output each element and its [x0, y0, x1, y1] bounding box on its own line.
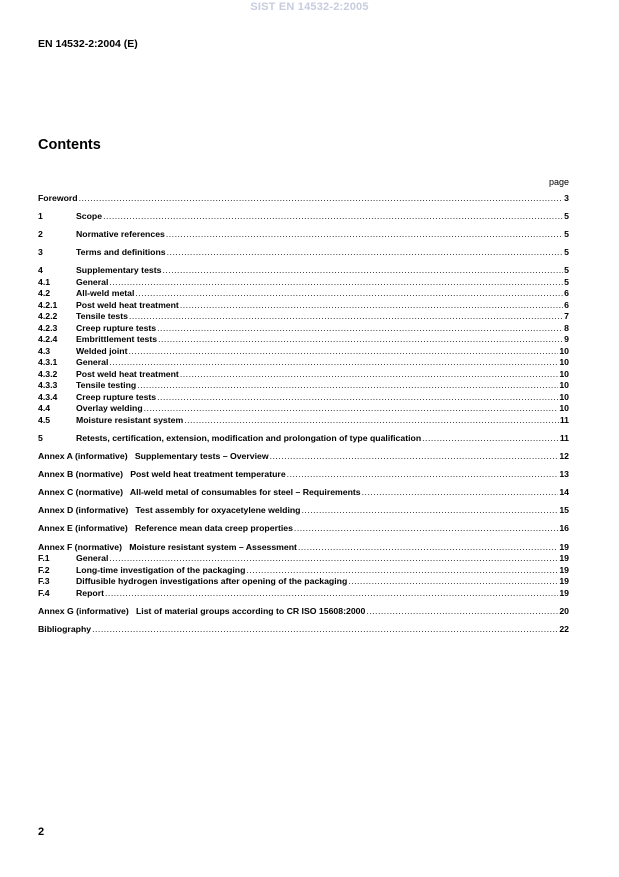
toc-entry[interactable] — [38, 211, 569, 223]
toc-dot-leader — [362, 487, 559, 499]
toc-entry[interactable] — [38, 300, 569, 312]
table-of-contents — [38, 193, 569, 635]
toc-entry-number: 4.2.4 — [38, 334, 58, 345]
toc-entry-title: Long-time investigation of the packaging — [76, 564, 246, 575]
toc-entry[interactable] — [38, 505, 569, 517]
toc-entry[interactable] — [38, 277, 569, 289]
toc-entry-title: Diffusible hydrogen investigations after opening of the packaging — [76, 576, 348, 587]
toc-entry-page: 5 — [564, 265, 569, 276]
toc-entry-page: 20 — [559, 605, 569, 616]
toc-dot-leader — [109, 277, 563, 289]
toc-entry-page: 12 — [559, 451, 569, 462]
toc-dot-leader — [157, 323, 563, 335]
toc-entry-page: 19 — [559, 553, 569, 564]
toc-dot-leader — [294, 523, 558, 535]
toc-entry[interactable] — [38, 469, 569, 481]
toc-entry-title: Annex E (informative) Reference mean data creep properties — [38, 523, 293, 534]
toc-entry-title: Report — [76, 587, 104, 598]
toc-entry-title: Post weld heat treatment — [76, 368, 179, 379]
toc-dot-leader — [287, 469, 559, 481]
toc-entry-title: General — [76, 553, 109, 564]
toc-entry[interactable] — [38, 565, 569, 577]
toc-entry-number: F.3 — [38, 576, 50, 587]
toc-entry-title: Tensile testing — [76, 380, 137, 391]
toc-entry-page: 19 — [559, 587, 569, 598]
toc-entry-page: 11 — [559, 432, 569, 443]
toc-entry-page: 6 — [564, 288, 569, 299]
toc-entry-title: Creep rupture tests — [76, 391, 157, 402]
toc-dot-leader — [157, 392, 558, 404]
toc-entry-number: 2 — [38, 229, 43, 240]
toc-entry[interactable] — [38, 451, 569, 463]
toc-entry-page: 5 — [564, 247, 569, 258]
toc-entry-title: Moisture resistant system — [76, 414, 184, 425]
toc-dot-leader — [246, 565, 558, 577]
toc-entry-page: 6 — [564, 299, 569, 310]
contents-title: Contents — [38, 137, 101, 153]
toc-entry-page: 8 — [564, 322, 569, 333]
toc-entry[interactable] — [38, 415, 569, 427]
toc-entry-number: 1 — [38, 211, 43, 222]
toc-entry-title: Bibliography — [38, 623, 92, 634]
toc-dot-leader — [92, 624, 558, 636]
toc-entry-title: General — [76, 276, 109, 287]
toc-dot-leader — [180, 300, 563, 312]
toc-dot-leader — [79, 193, 564, 205]
toc-entry-page: 10 — [559, 345, 569, 356]
toc-dot-leader — [105, 588, 558, 600]
toc-entry-title: Welded joint — [76, 345, 128, 356]
toc-dot-leader — [167, 247, 564, 259]
toc-entry-title: Terms and definitions — [76, 247, 166, 258]
toc-entry-number: 4.5 — [38, 414, 51, 425]
toc-entry[interactable] — [38, 576, 569, 588]
toc-entry-page: 10 — [559, 391, 569, 402]
toc-entry[interactable] — [38, 403, 569, 415]
toc-entry-page: 22 — [559, 623, 569, 634]
toc-entry[interactable] — [38, 288, 569, 300]
toc-entry-page: 10 — [559, 380, 569, 391]
toc-entry-page: 16 — [559, 523, 569, 534]
toc-entry-number: 4.2.2 — [38, 311, 58, 322]
toc-entry[interactable] — [38, 193, 569, 205]
watermark: SIST EN 14532-2:2005 — [250, 1, 369, 13]
toc-entry-title: Annex F (normative) Moisture resistant system – Assessment — [38, 541, 297, 552]
toc-entry-title: All-weld metal — [76, 288, 135, 299]
toc-entry-title: Annex B (normative) Post weld heat treatment temperature — [38, 469, 286, 480]
toc-entry-page: 5 — [564, 211, 569, 222]
toc-entry-page: 19 — [559, 576, 569, 587]
toc-entry-title: Embrittlement tests — [76, 334, 158, 345]
toc-dot-leader — [137, 380, 558, 392]
toc-entry[interactable] — [38, 588, 569, 600]
toc-dot-leader — [298, 542, 558, 554]
toc-entry[interactable] — [38, 229, 569, 241]
toc-dot-leader — [103, 211, 563, 223]
toc-dot-leader — [366, 606, 558, 618]
toc-dot-leader — [144, 403, 559, 415]
toc-entry-number: 5 — [38, 432, 43, 443]
toc-entry[interactable] — [38, 523, 569, 535]
page-column-label: page — [548, 177, 569, 187]
toc-entry-page: 11 — [559, 414, 569, 425]
toc-entry[interactable] — [38, 392, 569, 404]
toc-entry[interactable] — [38, 553, 569, 565]
toc-entry-page: 9 — [564, 334, 569, 345]
toc-entry-number: 4.2.3 — [38, 322, 58, 333]
toc-entry-number: F.4 — [38, 587, 50, 598]
toc-entry[interactable] — [38, 357, 569, 369]
toc-entry-page: 10 — [559, 357, 569, 368]
toc-entry-title: Foreword — [38, 193, 78, 203]
toc-dot-leader — [348, 576, 558, 588]
toc-entry[interactable] — [38, 487, 569, 499]
toc-entry-page: 13 — [559, 469, 569, 480]
toc-dot-leader — [109, 357, 558, 369]
toc-entry-page: 10 — [559, 368, 569, 379]
toc-entry[interactable] — [38, 311, 569, 323]
toc-entry-title: Tensile tests — [76, 311, 128, 322]
toc-entry-page: 3 — [564, 193, 569, 203]
toc-entry-number: 4 — [38, 265, 43, 276]
toc-entry-page: 7 — [564, 311, 569, 322]
toc-dot-leader — [184, 415, 559, 427]
toc-dot-leader — [422, 433, 559, 445]
toc-entry-page: 10 — [559, 403, 569, 414]
toc-entry-title: Supplementary tests — [76, 265, 162, 276]
toc-dot-leader — [129, 311, 563, 323]
toc-entry-number: F.1 — [38, 553, 50, 564]
toc-entry[interactable] — [38, 346, 569, 358]
toc-entry[interactable] — [38, 247, 569, 259]
toc-entry[interactable] — [38, 380, 569, 392]
toc-entry-number: 4.2.1 — [38, 299, 58, 310]
toc-entry-title: Post weld heat treatment — [76, 299, 179, 310]
toc-entry-title: Scope — [76, 211, 103, 222]
toc-entry-title: Overlay welding — [76, 403, 143, 414]
toc-entry-number: 3 — [38, 247, 43, 258]
toc-entry-number: F.2 — [38, 564, 50, 575]
toc-entry-number: 4.3 — [38, 345, 51, 356]
toc-dot-leader — [128, 346, 558, 358]
toc-entry-title: Annex C (normative) All-weld metal of consumables for steel – Requirements — [38, 487, 361, 498]
toc-entry[interactable] — [38, 433, 569, 445]
toc-entry-number: 4.3.4 — [38, 391, 58, 402]
toc-entry-page: 19 — [559, 541, 569, 552]
toc-entry-number: 4.2 — [38, 288, 51, 299]
toc-entry[interactable] — [38, 624, 569, 636]
toc-entry-title: Annex G (informative) List of material groups according to CR ISO 15608:2000 — [38, 605, 366, 616]
toc-entry-title: Normative references — [76, 229, 165, 240]
toc-entry-title: Annex A (informative) Supplementary tests – Overview — [38, 451, 269, 462]
page-number: 2 — [38, 826, 45, 838]
toc-dot-leader — [166, 229, 563, 241]
toc-entry[interactable] — [38, 606, 569, 618]
toc-entry-title: Annex D (informative) Test assembly for oxyacetylene welding — [38, 505, 301, 516]
toc-entry-number: 4.3.3 — [38, 380, 58, 391]
toc-entry-number: 4.3.2 — [38, 368, 58, 379]
toc-entry[interactable] — [38, 265, 569, 277]
toc-entry-number: 4.4 — [38, 403, 51, 414]
toc-entry-title: Creep rupture tests — [76, 322, 157, 333]
toc-entry-page: 19 — [559, 564, 569, 575]
toc-entry[interactable] — [38, 369, 569, 381]
toc-entry[interactable] — [38, 334, 569, 346]
toc-entry-page: 14 — [559, 487, 569, 498]
toc-entry[interactable] — [38, 542, 569, 554]
toc-entry-page: 15 — [559, 505, 569, 516]
toc-entry-number: 4.1 — [38, 276, 51, 287]
toc-dot-leader — [180, 369, 559, 381]
toc-entry-number: 4.3.1 — [38, 357, 58, 368]
document-id: EN 14532-2:2004 (E) — [38, 38, 138, 50]
toc-entry[interactable] — [38, 323, 569, 335]
toc-entry-title: General — [76, 357, 109, 368]
toc-dot-leader — [158, 334, 563, 346]
toc-dot-leader — [162, 265, 563, 277]
toc-entry-page: 5 — [564, 229, 569, 240]
toc-dot-leader — [301, 505, 558, 517]
toc-entry-title: Retests, certification, extension, modification and prolongation of type qualification — [76, 432, 422, 443]
toc-dot-leader — [270, 451, 559, 463]
toc-dot-leader — [109, 553, 558, 565]
toc-entry-page: 5 — [564, 276, 569, 287]
toc-dot-leader — [135, 288, 563, 300]
